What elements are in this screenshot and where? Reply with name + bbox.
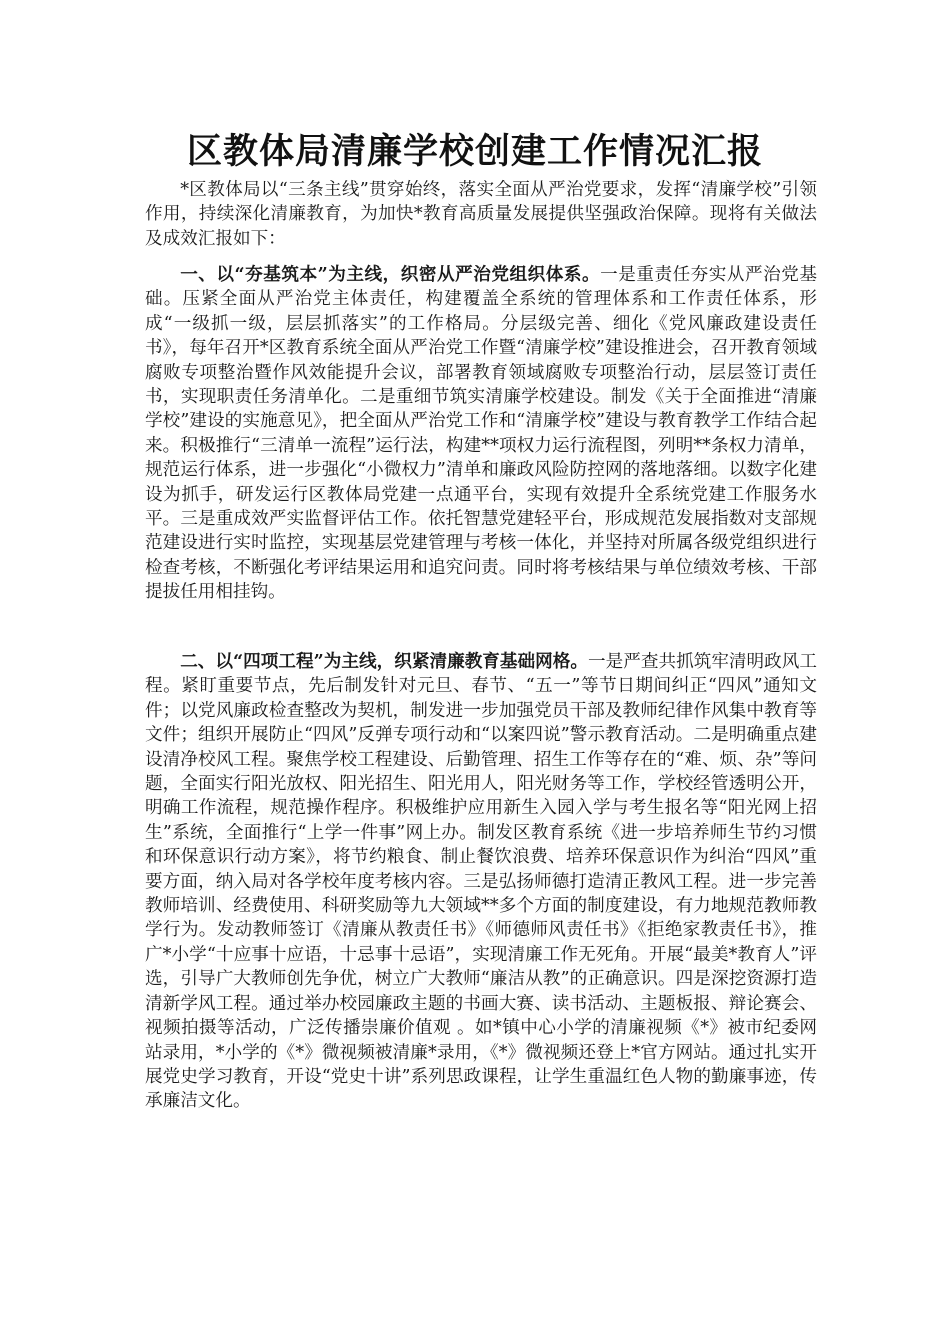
document-title: 区教体局清廉学校创建工作情况汇报 (186, 132, 763, 172)
section-1-body: 一是重责任夯实从严治党基础。压紧全面从严治党主体责任，构建覆盖全系统的管理体系和工作责任体系，形成“一级抓一级，层层抓落实”的工作格局。分层级完善、细化《党风廉政建设责任书》，每年召开*区教育系统全面从严治党工作暨“清廉学校”建设推进会，召开教育领域腐败专项整治暨作风效能提升会议，部署教育领域腐败专项整治行动，层层签订责任书，实现职责任务清单化。二是重细节筑实清廉学校建设。制发《关于全面推进“清廉学校”建设的实施意见》，把全面从严治党工作和“清廉学校”建设与教育教学工作结合起来。积极推行“三清单一流程”运行法，构建**项权力运行流程图，列明**条权力清单，规范运行体系，进一步强化“小微权力”清单和廉政风险防控网的落地落细。以数字化建设为抓手，研发运行区教体局党建一点通平台，实现有效提升全系统党建工作服务水平。三是重成效严实监督评估工作。依托智慧党建轻平台，形成规范发展指数对支部规范建设进行实时监控，实现基层党建管理与考核一体化，并坚持对所属各级党组织进行检查考核，不断强化考评结果运用和追究问责。同时将考核结果与单位绩效考核、干部提拔任用相挂钩。 (145, 265, 817, 603)
section-1-paragraph (145, 263, 817, 605)
intro-paragraph: *区教体局以“三条主线”贯穿始终，落实全面从严治党要求，发挥“清廉学校”引领作用，持续深化清廉教育，为加快*教育高质量发展提供坚强政治保障。现将有关做法及成效汇报如下： (145, 180, 817, 249)
section-2-heading: 二、以“四项工程”为主线，织紧清廉教育基础网格。 (180, 651, 589, 672)
section-2-paragraph (145, 650, 817, 1114)
section-1-heading: 一、以“夯基筑本”为主线，织密从严治党组织体系。 (180, 264, 601, 285)
section-2-body: 一是严查共抓筑牢清明政风工程。紧盯重要节点，先后制发针对元旦、春节、“五一”等节日期间纠正“四风”通知文件；以党风廉政检查整改为契机，制发进一步加强党员干部及教师纪律作风集中教育等文件；组织开展防止“四风”反弹专项行动和“以案四说”警示教育活动。二是明确重点建设清净校风工程。聚焦学校工程建设、后勤管理、招生工作等存在的“难、烦、杂”等问题，全面实行阳光放权、阳光招生、阳光用人，阳光财务等工作，学校经管透明公开，明确工作流程，规范操作程序。积极维护应用新生入园入学与考生报名等“阳光网上招生”系统，全面推行“上学一件事”网上办。制发区教育系统《进一步培养师生节约习惯和环保意识行动方案》，将节约粮食、制止餐饮浪费、培养环保意识作为纠治“四风”重要方面，纳入局对各学校年度考核内容。三是弘扬师德打造清正教风工程。进一步完善教师培训、经费使用、科研奖励等九大领域**多个方面的制度建设，有力地规范教师教学行为。发动教师签订《清廉从教责任书》《师德师风责任书》《拒绝家教责任书》，推广*小学“十应事十应语，十忌事十忌语”，实现清廉工作无死角。开展“最美*教育人”评选，引导广大教师创先争优，树立广大教师“廉洁从教”的正确意识。四是深挖资源打造清新学风工程。通过举办校园廉政主题的书画大赛、读书活动、主题板报、辩论赛会、视频拍摄等活动，广泛传播崇廉价值观 。如*镇中心小学的清廉视频《*》被市纪委网站录用，*小学的《*》微视频被清廉*录用，《*》微视频还登上*官方网站。通过扎实开展党史学习教育，开设“党史十讲”系列思政课程，让学生重温红色人物的勤廉事迹，传承廉洁文化。 (145, 652, 817, 1112)
